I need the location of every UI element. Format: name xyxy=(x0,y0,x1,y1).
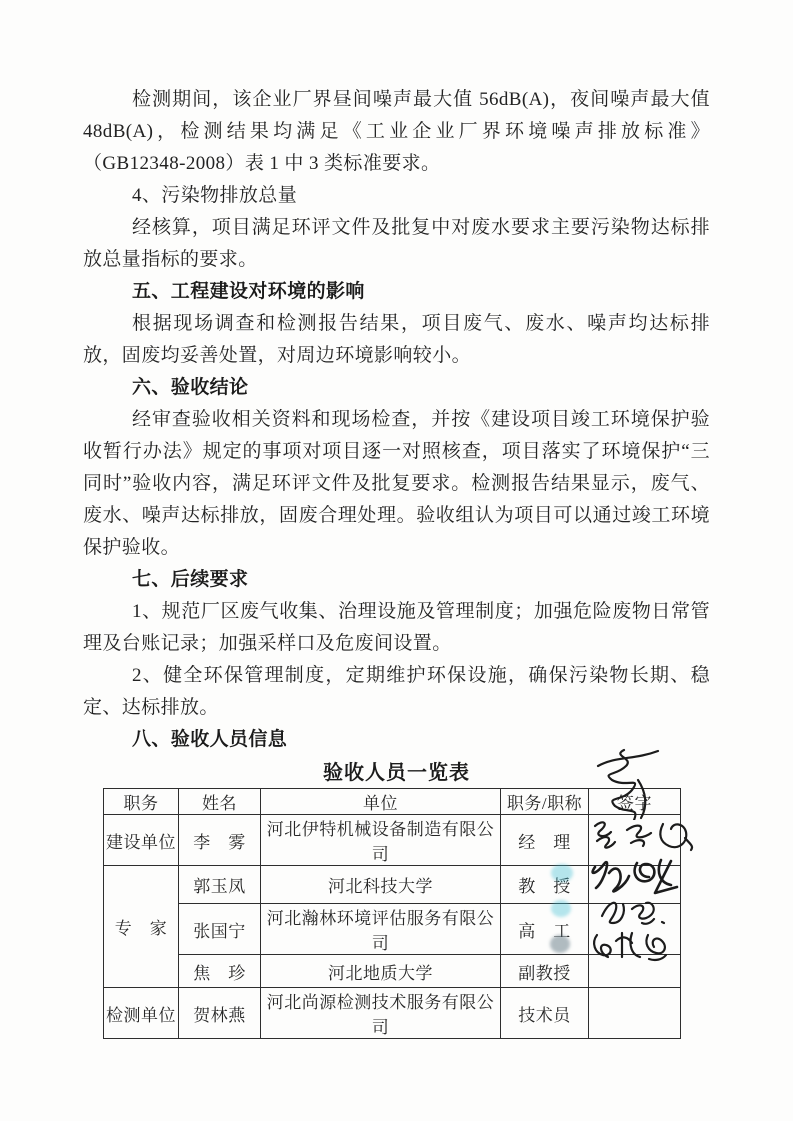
cell-signature xyxy=(589,815,681,866)
header-name: 姓名 xyxy=(179,789,261,815)
heading-section-5: 五、工程建设对环境的影响 xyxy=(132,281,365,302)
subheading-pollutant-total: 4、污染物排放总量 xyxy=(132,185,298,206)
cell-signature xyxy=(589,904,681,955)
table-title: 验收人员一览表 xyxy=(323,762,470,784)
header-signature: 签字 xyxy=(589,789,681,815)
paragraph-requirement-1: 1、规范厂区废气收集、治理设施及管理制度；加强危险废物日常管理及台账记录；加强采样口及危废间设置。 xyxy=(83,601,710,654)
cell-name: 李 雾 xyxy=(179,815,261,866)
header-title: 职务/职称 xyxy=(501,789,589,815)
cell-name: 焦 珍 xyxy=(179,955,261,988)
paragraph-requirement-2: 2、健全环保管理制度，定期维护环保设施，确保污染物长期、稳定、达标排放。 xyxy=(83,665,710,718)
cell-role: 建设单位 xyxy=(104,815,179,866)
cell-signature xyxy=(589,866,681,904)
cell-unit: 河北伊特机械设备制造有限公司 xyxy=(261,815,501,866)
cell-name: 郭玉凤 xyxy=(179,866,261,904)
cell-unit: 河北瀚林环境评估服务有限公司 xyxy=(261,904,501,955)
paragraph-env-impact: 根据现场调查和检测报告结果，项目废气、废水、噪声均达标排放，固废均妥善处置，对周边环境影响较小。 xyxy=(83,313,710,366)
header-role: 职务 xyxy=(104,789,179,815)
heading-section-7: 七、后续要求 xyxy=(132,569,249,590)
cell-unit: 河北科技大学 xyxy=(261,866,501,904)
cell-unit: 河北尚源检测技术服务有限公司 xyxy=(261,988,501,1039)
cell-unit: 河北地质大学 xyxy=(261,955,501,988)
table-row xyxy=(104,988,681,1039)
cell-title: 经 理 xyxy=(501,815,589,866)
table-header-row xyxy=(104,789,681,815)
scan-artifact-gray xyxy=(550,935,570,953)
paragraph-noise-result: 检测期间，该企业厂界昼间噪声最大值 56dB(A)，夜间噪声最大值 48dB(A)，检测结果均满足《工业企业厂界环境噪声排放标准》（GB12348-2008）表 1 中 3 类标准要求。 xyxy=(83,89,710,174)
cell-role-expert: 专 家 xyxy=(104,866,179,988)
heading-section-8: 八、验收人员信息 xyxy=(132,729,288,750)
paragraph-total-emission: 经核算，项目满足环评文件及批复中对废水要求主要污染物达标排放总量指标的要求。 xyxy=(83,217,710,270)
cell-title: 高 工 xyxy=(501,904,589,955)
cell-role: 检测单位 xyxy=(104,988,179,1039)
scan-artifact-cyan xyxy=(551,900,571,917)
cell-signature xyxy=(589,988,681,1039)
table-row xyxy=(104,815,681,866)
cell-name: 贺林燕 xyxy=(179,988,261,1039)
cell-title: 技术员 xyxy=(501,988,589,1039)
cell-title: 教 授 xyxy=(501,866,589,904)
paragraph-conclusion: 经审查验收相关资料和现场检查，并按《建设项目竣工环境保护验收暂行办法》规定的事项对项目逐一对照核查，项目落实了环境保护“三同时”验收内容，满足环评文件及批复要求。检测报告结果显示，废气、废水、噪声达标排放，固废合理处理。验收组认为项目可以通过竣工环境保护验收。 xyxy=(83,409,710,558)
document-body xyxy=(83,84,710,1039)
table-row xyxy=(104,904,681,955)
scan-artifact-cyan xyxy=(551,864,573,882)
cell-signature xyxy=(589,955,681,988)
cell-name: 张国宁 xyxy=(179,904,261,955)
heading-section-6: 六、验收结论 xyxy=(132,377,249,398)
table-row xyxy=(104,955,681,988)
header-unit: 单位 xyxy=(261,789,501,815)
cell-title: 副教授 xyxy=(501,955,589,988)
acceptance-personnel-table xyxy=(103,788,681,1039)
table-row xyxy=(104,866,681,904)
